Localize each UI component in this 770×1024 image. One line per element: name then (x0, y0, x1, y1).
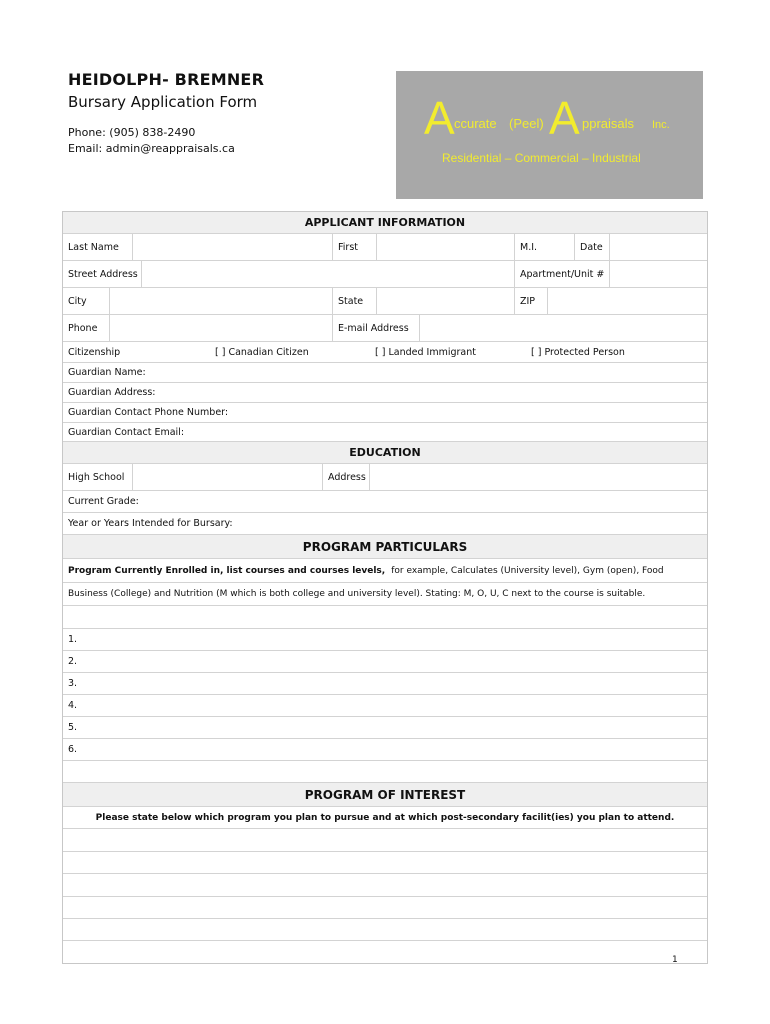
logo-letter-a2: A (549, 92, 580, 144)
option-protected-person[interactable]: [ ] Protected Person (531, 346, 625, 358)
row-guardian-address[interactable] (63, 383, 707, 403)
label-apartment: Apartment/Unit # (514, 261, 610, 287)
particulars-instruction-line2: Business (College) and Nutrition (M which is both college and university level). Stating: M, O, U, C next to the course is suitable. (68, 589, 646, 599)
label-current-grade: Current Grade: (68, 496, 139, 507)
label-email: E-mail Address (332, 315, 422, 341)
particulars-instruction (63, 559, 707, 582)
row-street (63, 261, 707, 288)
label-high-school: High School (68, 471, 125, 483)
section-program-of-interest: PROGRAM OF INTEREST (63, 783, 707, 807)
row-interest-line-1[interactable] (63, 829, 707, 852)
header (68, 70, 264, 157)
row-city (63, 288, 707, 315)
row-bursary-years[interactable] (63, 513, 707, 535)
row-course-6[interactable] (63, 739, 707, 761)
row-particulars-instruction (63, 559, 707, 583)
contact-info (68, 125, 264, 157)
row-high-school (63, 464, 707, 491)
contact-email: Email: admin@reappraisals.ca (68, 142, 235, 155)
input-email[interactable] (419, 315, 707, 341)
label-school-address: Address (322, 464, 372, 490)
course-number: 5. (68, 722, 78, 733)
particulars-instruction-rest: for example, Calculates (University level), Gym (open), Food (391, 565, 664, 576)
input-phone[interactable] (109, 315, 333, 341)
row-phone (63, 315, 707, 342)
label-citizenship: Citizenship (68, 346, 121, 358)
input-apartment[interactable] (609, 261, 707, 287)
row-name (63, 234, 707, 261)
label-guardian-address: Guardian Address: (68, 387, 156, 398)
form-title: Bursary Application Form (68, 93, 258, 111)
logo-graphic (396, 71, 703, 199)
row-current-grade[interactable] (63, 491, 707, 513)
row-course-2[interactable] (63, 651, 707, 673)
input-zip[interactable] (547, 288, 707, 314)
label-guardian-name: Guardian Name: (68, 367, 146, 378)
section-program-particulars: PROGRAM PARTICULARS (63, 535, 707, 559)
course-number: 6. (68, 744, 78, 755)
row-particulars-instruction-2 (63, 583, 707, 606)
row-guardian-email[interactable] (63, 423, 707, 442)
course-number: 2. (68, 656, 78, 667)
row-course-4[interactable] (63, 695, 707, 717)
label-street-address: Street Address (68, 268, 138, 280)
interest-instruction: Please state below which program you plan to pursue and at which post-secondary facilit(ies) you plan to attend. (95, 812, 675, 823)
label-state: State (332, 288, 382, 314)
logo-word-appraisals: ppraisals (582, 116, 635, 131)
label-date: Date (574, 234, 616, 260)
row-interest-line-5[interactable] (63, 919, 707, 941)
row-guardian-phone[interactable] (63, 403, 707, 423)
logo-word-accurate: ccurate (454, 116, 497, 131)
label-first: First (332, 234, 382, 260)
row-course-1[interactable] (63, 629, 707, 651)
input-high-school[interactable] (132, 464, 323, 490)
row-particulars-blank[interactable] (63, 606, 707, 629)
label-phone: Phone (68, 322, 98, 334)
row-interest-line-6[interactable] (63, 941, 707, 963)
course-number: 3. (68, 678, 78, 689)
input-state[interactable] (376, 288, 515, 314)
row-guardian-name[interactable] (63, 363, 707, 383)
row-interest-line-3[interactable] (63, 874, 707, 897)
row-particulars-blank-end[interactable] (63, 761, 707, 783)
input-date[interactable] (609, 234, 707, 260)
logo-letter-a1: A (424, 92, 455, 144)
contact-phone: Phone: (905) 838-2490 (68, 126, 196, 139)
row-course-3[interactable] (63, 673, 707, 695)
label-guardian-phone: Guardian Contact Phone Number: (68, 407, 229, 418)
label-bursary-years: Year or Years Intended for Bursary: (68, 518, 233, 529)
label-zip: ZIP (514, 288, 550, 314)
input-street-address[interactable] (141, 261, 515, 287)
course-number: 4. (68, 700, 78, 711)
label-city: City (68, 295, 87, 307)
label-mi: M.I. (514, 234, 574, 260)
row-citizenship (63, 342, 707, 363)
label-last-name: Last Name (68, 241, 119, 253)
application-form (62, 211, 708, 964)
org-name: HEIDOLPH- BREMNER (68, 70, 265, 89)
input-first-name[interactable] (376, 234, 515, 260)
row-interest-instruction (63, 807, 707, 829)
row-interest-line-4[interactable] (63, 897, 707, 919)
company-logo (396, 71, 703, 199)
logo-word-inc: Inc. (652, 119, 670, 131)
input-last-name[interactable] (132, 234, 333, 260)
logo-word-peel: (Peel) (509, 116, 544, 131)
row-interest-line-2[interactable] (63, 852, 707, 874)
section-applicant-information: APPLICANT INFORMATION (63, 212, 707, 234)
logo-tagline: Residential – Commercial – Industrial (442, 151, 641, 165)
course-number: 1. (68, 634, 78, 645)
input-city[interactable] (109, 288, 333, 314)
option-canadian-citizen[interactable]: [ ] Canadian Citizen (215, 346, 309, 358)
page-number: 1 (672, 955, 678, 965)
label-guardian-email: Guardian Contact Email: (68, 426, 185, 438)
section-education: EDUCATION (63, 442, 707, 464)
input-school-address[interactable] (369, 464, 707, 490)
particulars-instruction-bold: Program Currently Enrolled in, list courses and courses levels, (68, 565, 386, 576)
row-course-5[interactable] (63, 717, 707, 739)
option-landed-immigrant[interactable]: [ ] Landed Immigrant (375, 346, 476, 358)
